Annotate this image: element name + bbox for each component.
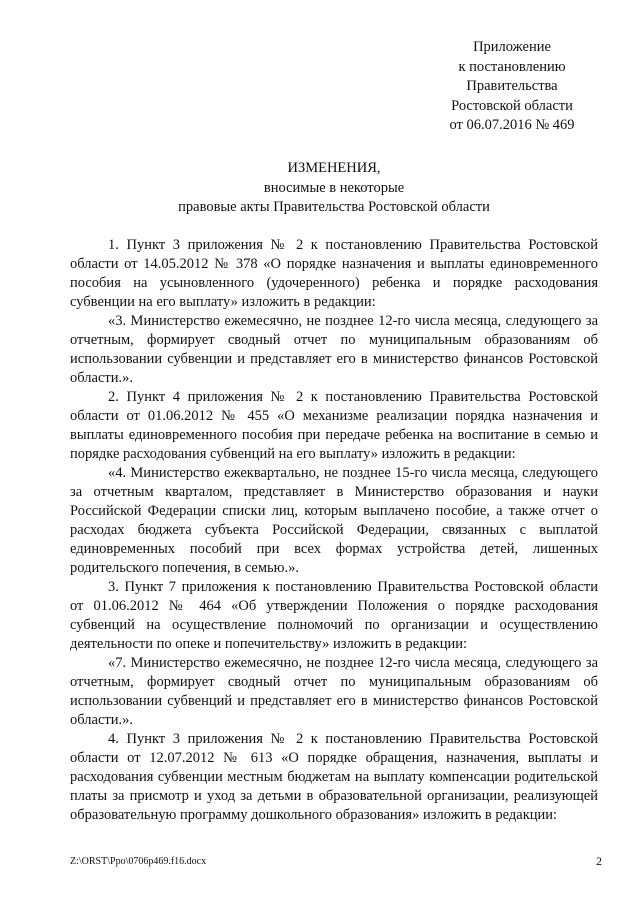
header-line: от 06.07.2016 № 469	[449, 117, 575, 133]
header-line: к постановлению	[458, 58, 566, 75]
header-line: Приложение	[473, 39, 551, 55]
header-line: Ростовской области	[451, 97, 573, 114]
title-subtitle: правовые акты Правительства Ростовской области	[178, 199, 490, 215]
title-subtitle: вносимые в некоторые	[263, 179, 405, 196]
paragraph: 1. Пункт 3 приложения № 2 к постановлению Правительства Ростовской области от 14.05.2012 № 378 «О порядке назначения и выплаты единовременного пособия на усыновленного (удочеренного) ребенка и порядке расходования субвенции на его выплату» изложить в редакции:	[70, 237, 598, 310]
paragraph: 2. Пункт 4 приложения № 2 к постановлению Правительства Ростовской области от 01.06.2012 № 455 «О механизме реализации порядка назначения и выплаты единовременного пособия при передаче ребенка на воспитание в семью и порядке расходования субвенций на его выплату» изложить в редакции:	[70, 389, 598, 462]
paragraph: «3. Министерство ежемесячно, не позднее 12-го числа месяца, следующего за отчетным, формирует сводный отчет по муниципальным образованиям об использовании субвенции и представляет его в министерство финансов Ростовской области.».	[70, 313, 598, 386]
paragraph: 3. Пункт 7 приложения к постановлению Правительства Ростовской области от 01.06.2012 № 464 «Об утверждении Положения о порядке расходования субвенций на осуществление полномочий по организации и осуществлению деятельности по опеке и попечительству» изложить в редакции:	[70, 579, 598, 652]
paragraph: «7. Министерство ежемесячно, не позднее 12-го числа месяца, следующего за отчетным, формирует сводный отчет по муниципальным образованиям об использовании субвенций и представляет его в министерство финансов Ростовской области.».	[70, 655, 598, 728]
appendix-header	[412, 38, 612, 136]
document-title	[70, 159, 598, 218]
page-number: 2	[596, 854, 602, 868]
paragraph: «4. Министерство ежеквартально, не позднее 15-го числа месяца, следующего за отчетным кварталом, представляет в Министерство образования и науки Российской Федерации списки лиц, которым выплачено пособие, а также отчет о расходах бюджета субъекта Российской Федерации, связанных с выплатой единовременных пособий при всех формах устройства детей, лишенных родительского попечения, в семью.».	[70, 465, 598, 576]
document-body	[70, 236, 598, 825]
footer-file-path: Z:\ORST\Ppo\0706p469.f16.docx	[70, 856, 207, 867]
header-line: Правительства	[466, 78, 558, 94]
paragraph: 4. Пункт 3 приложения № 2 к постановлению Правительства Ростовской области от 12.07.2012 № 613 «О порядке обращения, назначения, выплаты и расходования субвенции местным бюджетам на выплату компенсации родительской платы за присмотр и уход за детьми в образовательной организации, реализующей образовательную программу дошкольного образования» изложить в редакции:	[70, 731, 598, 823]
title-main: ИЗМЕНЕНИЯ,	[287, 160, 381, 176]
